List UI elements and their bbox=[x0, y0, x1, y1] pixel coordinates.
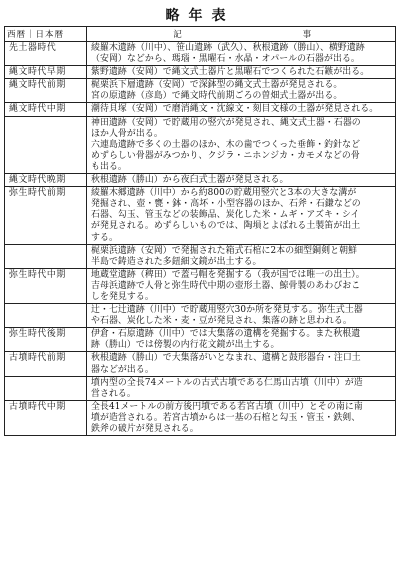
era-column-header: 西暦｜日本暦 bbox=[5, 27, 87, 42]
event-cell bbox=[87, 268, 396, 303]
event-cell bbox=[87, 400, 396, 435]
event-line: 墳が造営される。若宮古墳からは一基の石棺と勾玉・管玉・鉄剣、 bbox=[91, 412, 361, 423]
era-cell: 縄文時代早期 bbox=[5, 66, 87, 79]
table-row bbox=[5, 244, 396, 268]
event-line: 神田遺跡（安岡）で貯蔵用の竪穴が発見され、縄文式土器・石器の bbox=[91, 117, 361, 128]
event-line: 跡（勝山）では傍製の内行花文鏡が出土する。 bbox=[91, 340, 280, 351]
event-line: 墳内型の全長74メートルの古式古墳である仁馬山古墳（川中）が造 bbox=[91, 377, 363, 388]
era-cell: 古墳時代中期 bbox=[5, 400, 87, 435]
event-line: 伊倉・石原遺跡（川中）では大集落の遺構を発掘する。また秋根遺 bbox=[91, 329, 361, 340]
event-line: 綾羅木郷遺跡（川中）から約800の貯蔵用竪穴と3本の大きな溝が bbox=[91, 188, 357, 199]
era-cell: 縄文時代前期 bbox=[5, 79, 87, 103]
event-line: 石器、勾玉、管玉などの装飾品、炭化した米・ムギ・アズキ・シイ bbox=[91, 210, 360, 221]
event-cell bbox=[87, 244, 396, 268]
event-line: 全長41メートルの前方後円墳である若宮古墳（川中）とその南に南 bbox=[91, 401, 363, 412]
event-line: 秋根遺跡（勝山）から夜臼式土器が発見される。 bbox=[91, 175, 289, 186]
table-row bbox=[5, 400, 396, 435]
event-cell bbox=[87, 66, 396, 79]
chronology-table bbox=[4, 26, 396, 436]
event-line: 梶栗浜遺跡（安岡）で発掘された箱式石棺に2本の細型銅剣と朝鮮 bbox=[91, 245, 358, 256]
era-cell: 弥生時代前期 bbox=[5, 187, 87, 244]
event-cell bbox=[87, 174, 396, 187]
era-cell bbox=[5, 116, 87, 173]
table-row bbox=[5, 304, 396, 328]
event-line: ほか人骨が出る。 bbox=[91, 128, 163, 139]
event-line: 辻・七辻遺跡（川中）で貯蔵用竪穴30か所を発見する。弥生式土器 bbox=[91, 305, 363, 316]
event-line: 吉母浜遺跡で人骨と弥生時代中期の壺形土器、鯨骨製のあわびおこ bbox=[91, 280, 361, 291]
event-line: 秋根遺跡（勝山）で大集落がいとなまれ、遺構と鼓形器台・注口土 bbox=[91, 353, 361, 364]
era-cell: 先土器時代 bbox=[5, 42, 87, 66]
table-row bbox=[5, 187, 396, 244]
era-cell: 縄文時代中期 bbox=[5, 103, 87, 116]
table-row bbox=[5, 174, 396, 187]
event-line: 半島で鋳造された多鈕細文鏡が出土する。 bbox=[91, 256, 262, 267]
table-row bbox=[5, 103, 396, 116]
table-row bbox=[5, 42, 396, 66]
table-row bbox=[5, 79, 396, 103]
table-row bbox=[5, 268, 396, 303]
event-cell bbox=[87, 376, 396, 400]
event-line: や石器、炭化した米・麦・豆が発見され、集落の跡と思われる。 bbox=[91, 316, 352, 327]
event-line: 綾羅木遺跡（川中）、笹山遺跡（武久）、秋根遺跡（勝山）、横野遺跡 bbox=[91, 43, 365, 53]
event-line: 地蔵堂遺跡（稗田）で蓋弓帽を発掘する（我が国では唯一の出土）。 bbox=[91, 269, 365, 280]
event-line: 六連島遺跡で多くの土器のほか、木の歯でつくった垂飾・釣針など bbox=[91, 139, 361, 150]
event-cell bbox=[87, 187, 396, 244]
event-line: （安岡）などから、瑪瑙・黒曜石・水晶・オパールの石器が出る。 bbox=[91, 54, 360, 65]
event-cell bbox=[87, 304, 396, 328]
event-cell bbox=[87, 42, 396, 66]
era-cell bbox=[5, 244, 87, 268]
event-line: 潮待貝塚（安岡）で磨消縄文・沈線文・刻目文様の土器が発見される。 bbox=[91, 104, 379, 115]
event-cell bbox=[87, 103, 396, 116]
event-cell bbox=[87, 328, 396, 352]
event-line: 梶栗浜下層遺跡（安岡）で深鉢型の縄文式土器が発見される。 bbox=[91, 80, 343, 91]
era-cell: 縄文時代晩期 bbox=[5, 174, 87, 187]
event-line: 発掘され、壺・甕・鉢・高坏・小型容器のほか、石斧・石鎌などの bbox=[91, 199, 361, 210]
event-cell bbox=[87, 352, 396, 376]
event-line: 鉄斧の破片が発見される。 bbox=[91, 424, 199, 434]
event-line: 営される。 bbox=[91, 388, 136, 399]
event-column-header bbox=[87, 27, 396, 42]
table-header-row bbox=[5, 27, 396, 42]
event-cell bbox=[87, 79, 396, 103]
table-row bbox=[5, 352, 396, 376]
event-line: 器などが出る。 bbox=[91, 364, 154, 375]
table-row bbox=[5, 376, 396, 400]
event-line: が発見される。めずらしいものでは、陶塤とよばれる土製笛が出土 bbox=[91, 221, 361, 232]
event-line: しを発見する。 bbox=[91, 291, 154, 302]
event-header-left-char: 記 bbox=[173, 30, 182, 40]
event-header-right-char: 事 bbox=[302, 30, 312, 40]
table-row bbox=[5, 66, 396, 79]
event-line: 宮の原遺跡（彦島）で縄文時代前期ごろの曽畑式土器が出る。 bbox=[91, 91, 343, 102]
page-title: 略年表 bbox=[165, 8, 235, 24]
table-row bbox=[5, 116, 396, 173]
era-cell bbox=[5, 304, 87, 328]
event-line: も出る。 bbox=[91, 161, 127, 172]
era-cell: 弥生時代後期 bbox=[5, 328, 87, 352]
era-cell: 古墳時代前期 bbox=[5, 352, 87, 376]
table-row bbox=[5, 328, 396, 352]
event-line: めずらしい骨器がみつかり、クジラ・ニホンジカ・カモメなどの骨 bbox=[91, 150, 360, 161]
event-line: する。 bbox=[91, 232, 118, 243]
era-cell bbox=[5, 376, 87, 400]
event-line: 紫野遺跡（安岡）で縄文式土器片と黒曜石でつくられた石鏃が出る。 bbox=[91, 67, 370, 78]
era-cell: 弥生時代中期 bbox=[5, 268, 87, 303]
event-cell bbox=[87, 116, 396, 173]
